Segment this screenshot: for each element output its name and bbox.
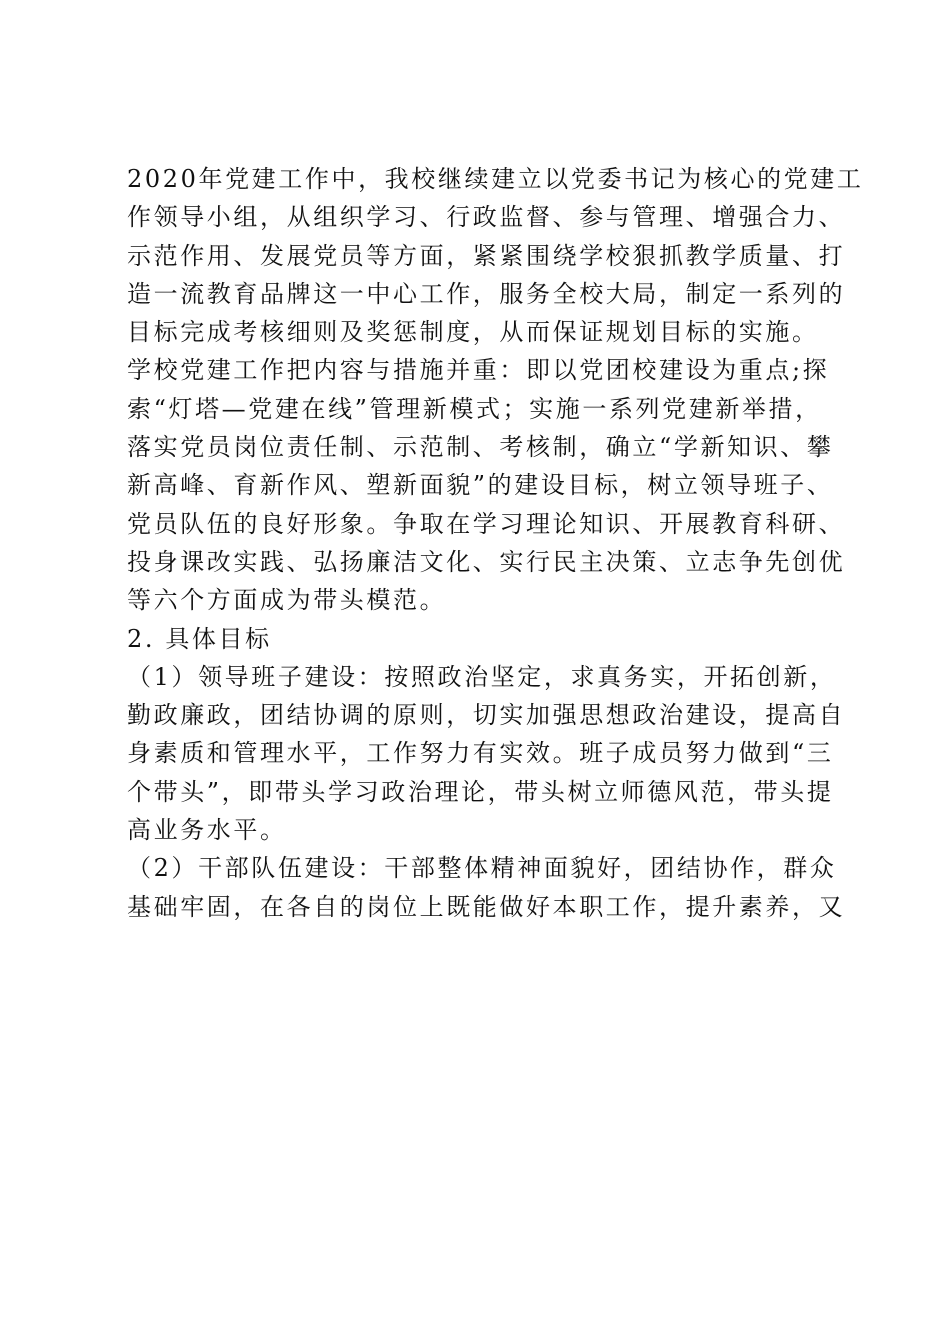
- text-line: 作领导小组，从组织学习、行政监督、参与管理、增强合力、: [127, 203, 846, 232]
- paragraph-measures: [127, 351, 846, 619]
- text-line: 等六个方面成为带头模范。: [127, 586, 447, 615]
- text-line: 新高峰、育新作风、塑新面貌”的建设目标，树立领导班子、: [127, 471, 834, 500]
- heading-specific-goals: 2. 具体目标: [127, 624, 272, 653]
- text-line: 2020年党建工作中，我校继续建立以党委书记为核心的党建工: [127, 165, 864, 193]
- text-line: 造一流教育品牌这一中心工作，服务全校大局，制定一系列的: [127, 279, 846, 308]
- document-body: [127, 160, 864, 926]
- paragraph-item-2: [127, 849, 846, 926]
- text-line: 党员队伍的良好形象。争取在学习理论知识、开展教育科研、: [127, 509, 846, 538]
- paragraph-intro: [127, 160, 864, 351]
- text-line: 学校党建工作把内容与措施并重：即以党团校建设为重点;探: [127, 356, 830, 385]
- text-line: 勤政廉政，团结协调的原则，切实加强思想政治建设，提高自: [127, 701, 846, 730]
- text-line: 落实党员岗位责任制、示范制、考核制，确立“学新知识、攀: [127, 433, 834, 462]
- text-line: 示范作用、发展党员等方面，紧紧围绕学校狠抓教学质量、打: [127, 241, 846, 270]
- text-line: 基础牢固，在各自的岗位上既能做好本职工作，提升素养，又: [127, 892, 846, 921]
- text-line: （1）领导班子建设：按照政治坚定，求真务实，开拓创新，: [127, 662, 837, 691]
- text-line: （2）干部队伍建设：干部整体精神面貌好，团结协作，群众: [127, 854, 837, 883]
- text-line: 索“灯塔—党建在线”管理新模式；实施一系列党建新举措，: [127, 394, 822, 423]
- text-line: 目标完成考核细则及奖惩制度，从而保证规划目标的实施。: [127, 318, 819, 347]
- paragraph-item-1: [127, 658, 846, 849]
- text-line: 身素质和管理水平，工作努力有实效。班子成员努力做到“三: [127, 739, 834, 768]
- text-line: 高业务水平。: [127, 816, 287, 845]
- section-heading: [127, 620, 827, 658]
- text-line: 个带头”，即带头学习政治理论，带头树立师德风范，带头提: [127, 777, 834, 806]
- text-line: 投身课改实践、弘扬廉洁文化、实行民主决策、立志争先创优: [127, 547, 846, 576]
